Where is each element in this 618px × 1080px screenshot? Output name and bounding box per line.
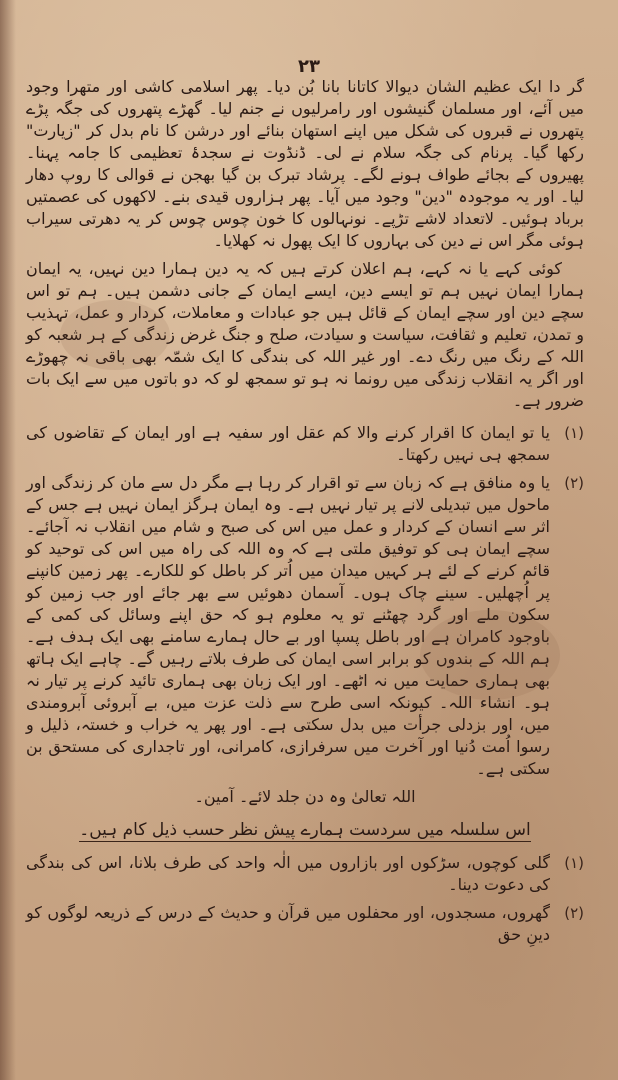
list-number: (۱) <box>564 424 584 442</box>
section-heading <box>26 818 584 842</box>
list-item-text: گلی کوچوں، سڑکوں اور بازاروں میں الٰہ واحد کی طرف بلانا، اس کی بندگی کی دعوت دینا۔ <box>26 853 550 894</box>
closing-prayer: اللہ تعالیٰ وہ دن جلد لائے۔ آمین۔ <box>194 787 416 806</box>
list-item-text: یا تو ایمان کا اقرار کرنے والا کم عقل اور سفیہ ہے اور ایمان کے تقاضوں کی سمجھ ہی نہیں رکھتا۔ <box>26 423 550 464</box>
page-number: ۲۳ <box>298 56 320 77</box>
paragraph-1: گر دا ایک عظیم الشان دیوالا کاتانا بانا بُن دیا۔ پھر اسلامی کاشی اور متھرا وجود میں آئے، اور مسلمان گنیشوں اور رامرلیوں نے جنم لیا۔ گھڑے پتھروں کی جگہ پڑے پتھروں نے قبروں کی شکل میں اپنے استھان بنائے اور درشن کا نام بدل کر "زیارت" رکھا گیا۔ پرنام کی جگہ سلام نے لی۔ ڈنڈوت نے سجدۂ تعظیمی کا جامہ پہنا۔ پھیروں کے بجائے طواف ہونے لگے۔ پرشاد تبرک بن گیا بھجن نے قوالی کا روپ دھار لیا۔ اور یہ موجودہ "دین" وجود میں آیا۔ پھر ہزاروں قیدی بنے۔ لاکھوں کی عصمتیں برباد ہوئیں۔ لاتعداد لاشے تڑپے۔ نونہالوں کا خون چوس چوس کر یہ دھرتی سیراب ہوئی مگر اس نے دین کی بہاروں کا ایک پھول نہ کھلایا۔ <box>26 77 584 250</box>
paper-stain <box>60 300 170 370</box>
list-item <box>26 422 584 466</box>
list-number: (۱) <box>564 854 584 872</box>
list-number: (۲) <box>564 474 584 492</box>
numbered-points <box>26 422 584 780</box>
paper-stain <box>420 610 560 700</box>
paragraph-2: کوئی کہے یا نہ کہے، ہم اعلان کرتے ہیں کہ یہ دین ہمارا دین نہیں، یہ ایمان ہمارا ایمان نہیں ہم تو ایسے دین، ایسے ایمان کے جانی دشمن ہیں۔ ہم تو اس سچے دین اور سچے ایمان کے قائل ہیں جو عبادات و معاملات، کردار و عمل، تہذیب و تمدن، تعلیم و ثقافت، سیاست و سیادت، صلح و جنگ غرض زندگی کے ہر شعبہ کو اللہ کے رنگ میں رنگ دے۔ اور غیر اللہ کی بندگی کا ایک شمّہ بھی باقی نہ چھوڑے اور اگر یہ انقلاب زندگی میں رونما نہ ہو تو سمجھ لو کہ دو باتوں میں سے ایک بات ضرور ہے۔ <box>26 259 584 410</box>
page-edge-shadow <box>0 0 16 1080</box>
list-item-text: یا وہ منافق ہے کہ زبان سے تو اقرار کر رہا ہے مگر دل سے مان کر زندگی اور ماحول میں تبدیلی لانے پر تیار نہیں ہے۔ وہ ایمان ہرگز ایمان نہیں ہے جس کے اثر سے انسان کے کردار و عمل میں اس کی صبح و شام میں انقلاب نہ آجائے۔ سچے ایمان ہی کو توفیق ملتی ہے کہ وہ اللہ کی راہ میں اس کی توحید کو قائم کرنے کے لئے ہر کہیں میدان میں اُتر کر باطل کو للکارے۔ پھر زمین کانپنے پر اُچھلیں۔ سینے چاک ہوں۔ آسمان دھوئیں سے بھر جائے اور جب زمین کو سکون ملے اور گرد چھٹنے تو یہ معلوم ہو کہ حق اپنے وسائل کی کمی کے باوجود کامران ہے اور باطل پسپا اور بے حال ہمارے سامنے بھی ایک ہدف ہے۔ ہم اللہ کے بندوں کو برابر اسی ایمان کی طرف بلاتے رہیں گے۔ چاہے ایک ہاتھ بھی ہماری حمایت میں نہ اٹھے۔ اور ایک زبان بھی ہماری تائید کرنے پر تیار نہ ہو۔ انشاء اللہ۔ کیونکہ اسی طرح سے ذلت عزت میں، بے آبروئی آبرومندی میں، اور بزدلی جرأت میں بدل سکتی ہے۔ اور پھر یہ خراب و خستہ، ذلیل و رسوا اُمت دُنیا اور آخرت میں سرفرازی، کامرانی، اور تاجداری کی مستحق بن سکتی ہے۔ <box>26 473 550 778</box>
list-item <box>26 852 584 896</box>
list-item <box>26 902 584 946</box>
task-list <box>26 852 584 946</box>
list-number: (۲) <box>564 904 584 922</box>
section-heading-text: اس سلسلہ میں سردست ہمارے پیش نظر حسب ذیل کام ہیں۔ <box>79 820 531 840</box>
page-body <box>26 76 584 946</box>
list-item-text: گھروں، مسجدوں، اور محفلوں میں قرآن و حدیث کے درس کے ذریعہ لوگوں کو دینِ حق <box>26 903 550 944</box>
